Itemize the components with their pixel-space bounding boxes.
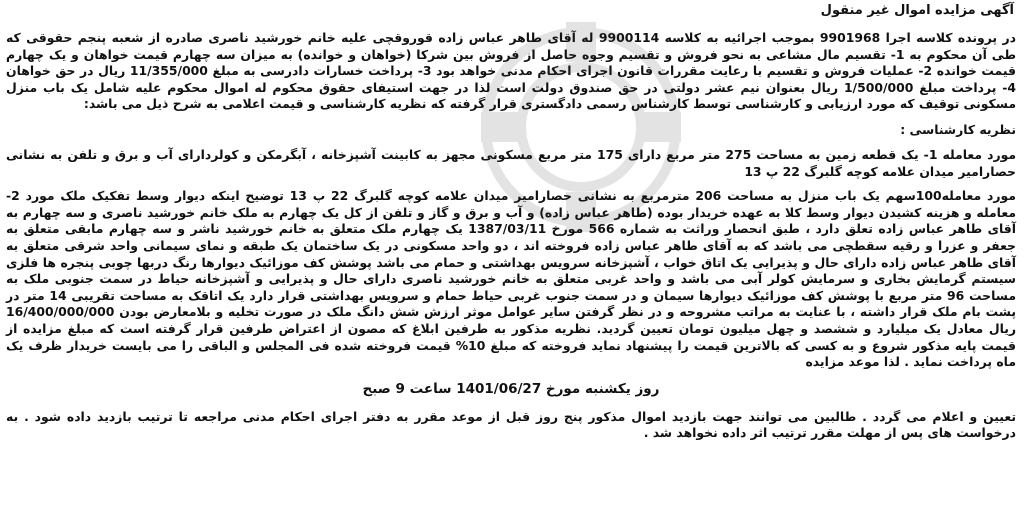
item-1-emphasis: یک قطعه زمین (825, 146, 919, 162)
item-2-description: مورد معامله100سهم یک باب منزل به مساحت 206 مترمربع به نشانی حصارامیر میدان علامه کوچه گلبرگ 22 پ 13 توضیح اینکه دیوار وسط تفکیک ملک مورد 2- معامله و هزینه کشیدن دیوار وسط کلا به عهده خریدار بوده (طاهر عباس زاده) و آب و برق و گاز و تلفن از کل یک چهارم به ملک خانم خورشید ناصری و سه چهارم به آقای طاهر عباس زاده تعلق دارد ، طبق انحصار وراثت به شماره 566 مورخ 1387/03/11 یک چهارم ملک متعلق به خانم خورشید ناشر و سه چهارم مابقی متعلق به جعفر و عزرا و رقیه سقطچی می باشد که به آقای طاهر عباس زاده فروخته اند ، دو واحد مسکونی در یک ساختمان یک طبقه و نمای سیمانی واحد شرقی متعلق به آقای طاهر عباس زاده دارای حال و پذیرایی یک اتاق خواب ، آشپزخانه سرویس بهداشتی و حمام می باشد پوشش کف موزائیک دیوارها رنگ دربها چوبی پنجره ها فلزی سیستم گرمایش بخاری و سرمایش کولر آبی می باشد و واحد غربی متعلق به خانم خورشید ناصری دارای حال و پذیرایی و آشپزخانه حیاط در سمت جنوبی ملک به مساحت 96 متر مربع با پوشش کف موزائیک دیوارها سیمان و در سمت جنوب غربی حیاط حمام و سرویس بهداشتی قرار دارد یک اتاقک به مساحت تقریبی 14 متر در پشت بام ملک قرار داشته ، با عنایت به مراتب مشروحه و در نظر گرفتن سایر عوامل موثر ارزش شش دانگ ملک در صورت تخلیه و بلامعارض بودن (6, 188, 1016, 320)
item-1-lead: مورد معامله 1- (918, 146, 1017, 162)
item-2-terms: تعیین گردید. نظریه مذکور به طرفین ابلاغ که مصون از اعتراض طرفین قرار گرفته است که مبلغ مزایده از قیمت پایه مذکور شروع و به کسی که بالاترین قیمت را پیشنهاد نماید فروخته که مبلغ 10% قیمت فروخته شده فی المجلس و الباقی را می بایست خریدار ظرف یک ماه پرداخت نماید . لذا موعد مزایده (6, 320, 1016, 370)
notice-document (6, 2, 1016, 530)
item-2-price: 16/400/000/000 ریال معادل یک میلیارد و ششصد و چهل میلیون تومان (6, 304, 1017, 336)
closing-paragraph: تعیین و اعلام می گردد . طالبین می توانند جهت بازدید اموال مذکور پنج روز قبل از موعد مقرر به دفتر اجرای احکام مدنی مراجعه تا ترتیب بازدید داده شود . به درخواست های پس از مهلت مقرر ترتیب اثر داده نخواهد شد . (6, 408, 1016, 441)
item-1-description: به مساحت 275 متر مربع دارای 175 متر مربع مسکونی مجهز به کابینت آشپزخانه ، آبگرمکن و کولردارای آب و برق و تلفن به نشانی حصارامیر میدان علامه کوچه گلبرگ 22 پ 13 (6, 146, 1016, 179)
item-2-paragraph (6, 188, 1016, 371)
case-paragraph: در پرونده کلاسه اجرا 9901968 بموجب اجرائیه به کلاسه 9900114 له آقای طاهر عباس زاده قوروقچی علیه خانم خورشید ناصری صادره از شعبه پنجم حقوقی که طی آن محکوم به 1- تقسیم مال مشاعی به نحو فروش و تقسیم وجوه حاصل از فروش بین شرکا (خواهان و خوانده) به میزان سه چهارم قیمت خواهان و یک چهارم قیمت خوانده 2- عملیات فروش و تقسیم با رعایت مقررات قانون اجرای احکام مدنی خواهد بود 3- پرداخت خسارات دادرسی به مبلغ 11/355/000 ریال در حق خواهان 4- پرداخت مبلغ 1/500/000 ریال بعنوان نیم عشر دولتی در حق صندوق دولت است لذا در جهت استیفای حقوق محکوم له اموال محکوم علیه شامل یک باب منزل مسکونی توقیف که مورد ارزیابی و کارشناسی توسط کارشناس رسمی دادگستری قرار گرفته که نظریه کارشناسی و قیمت اعلامی به شرح ذیل می باشد: (6, 30, 1016, 112)
item-1-paragraph (6, 147, 1016, 180)
auction-date: روز یکشنبه مورخ 1401/06/27 ساعت 9 صبح (362, 380, 660, 397)
notice-title: آگهی مزایده اموال غیر منقول (820, 3, 1014, 18)
expert-opinion-heading: نظریه کارشناسی : (900, 121, 1016, 137)
